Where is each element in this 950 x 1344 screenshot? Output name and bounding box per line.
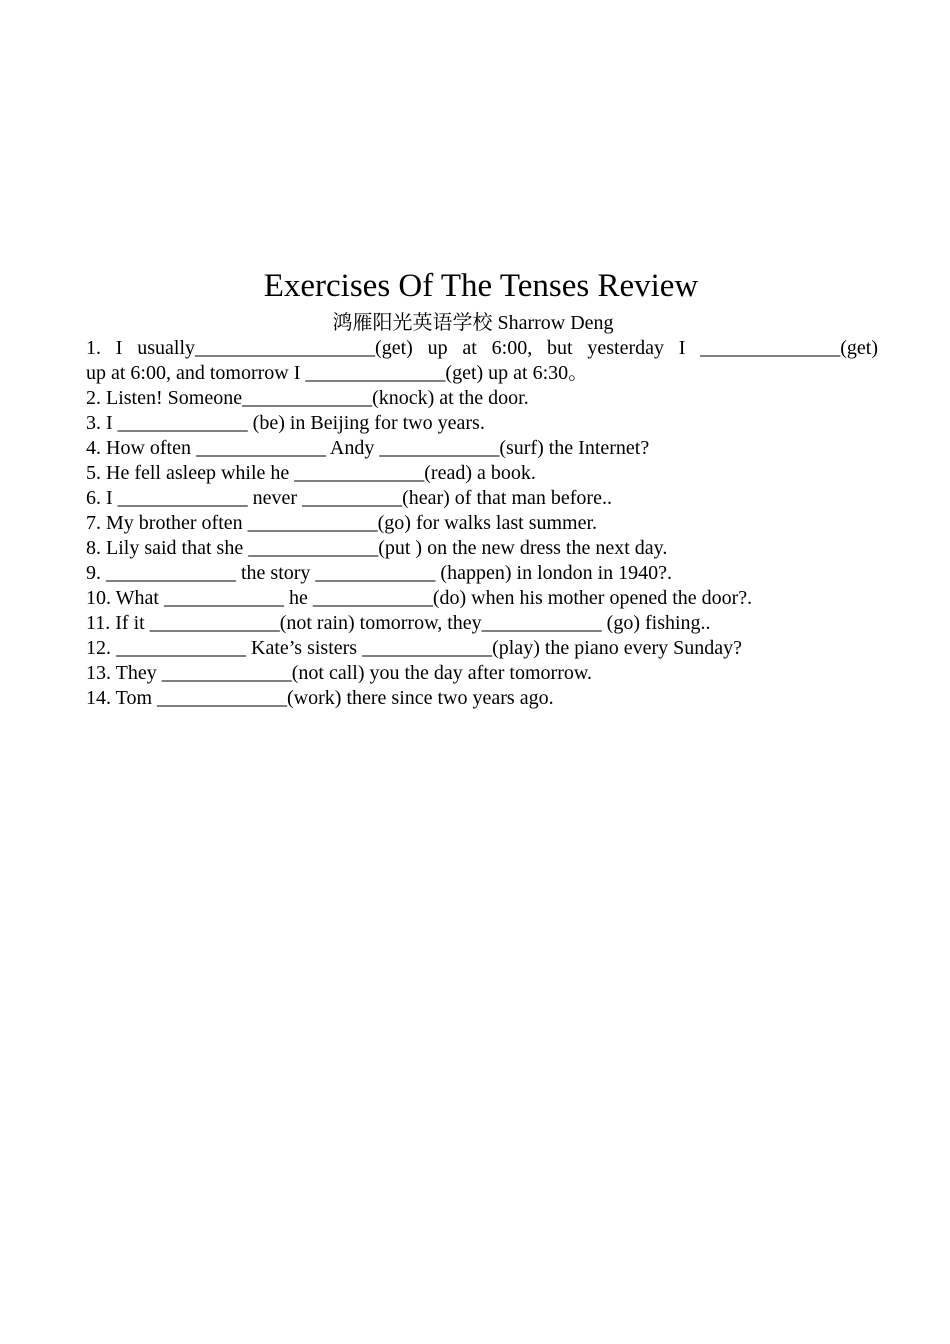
exercise-line: 14. Tom _____________(work) there since two years ago. <box>86 687 554 709</box>
exercise-line: 2. Listen! Someone_____________(knock) at the door. <box>86 387 529 409</box>
exercise-line: 13. They _____________(not call) you the day after tomorrow. <box>86 662 592 684</box>
exercise-line: 3. I _____________ (be) in Beijing for two years. <box>86 412 485 434</box>
exercise-line: 4. How often _____________ Andy ____________(surf) the Internet? <box>86 437 650 459</box>
exercise-line: 11. If it _____________(not rain) tomorrow, they____________ (go) fishing.. <box>86 612 711 634</box>
exercise-line: 1. I usually__________________(get) up at 6:00, but yesterday I ______________(get) <box>86 337 878 359</box>
document-subtitle: 鸿雁阳光英语学校 Sharrow Deng <box>332 312 614 334</box>
exercise-line: 7. My brother often _____________(go) for walks last summer. <box>86 512 598 534</box>
exercise-line: 6. I _____________ never __________(hear) of that man before.. <box>86 487 612 509</box>
exercise-line: 9. _____________ the story ____________ (happen) in london in 1940?. <box>86 562 673 584</box>
exercise-line: 10. What ____________ he ____________(do) when his mother opened the door?. <box>86 587 753 609</box>
exercise-list <box>86 336 878 711</box>
exercise-line: 12. _____________ Kate’s sisters _____________(play) the piano every Sunday? <box>86 637 743 659</box>
exercise-line: up at 6:00, and tomorrow I ______________(get) up at 6:30。 <box>86 362 589 384</box>
exercise-line: 8. Lily said that she _____________(put ) on the new dress the next day. <box>86 537 668 559</box>
document-title: Exercises Of The Tenses Review <box>263 268 699 304</box>
exercise-line: 5. He fell asleep while he _____________(read) a book. <box>86 462 536 484</box>
